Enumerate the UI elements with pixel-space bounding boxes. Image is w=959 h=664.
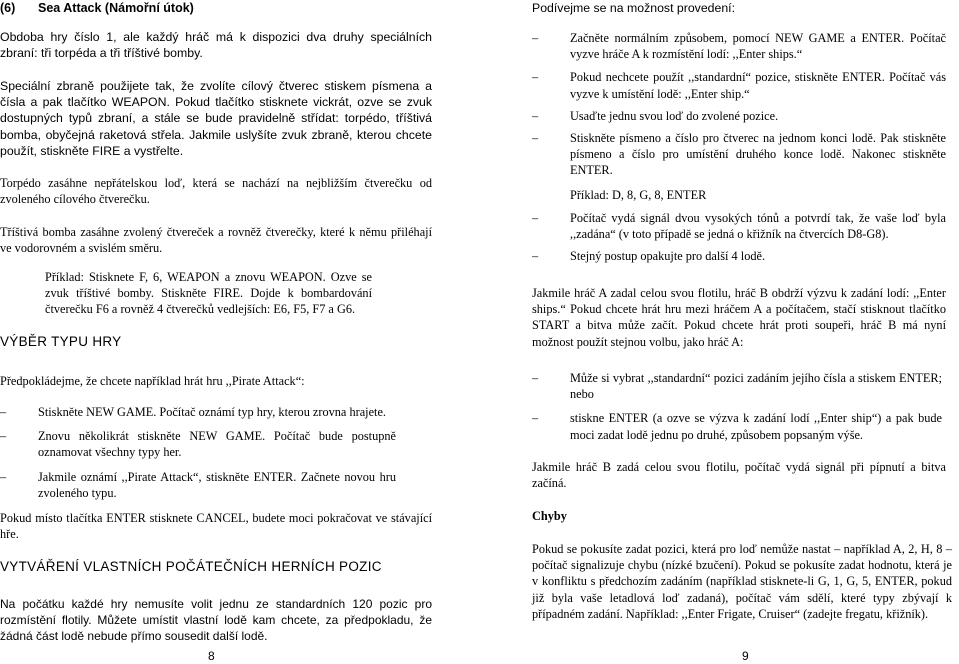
cancel-paragraph: Pokud místo tlačítka ENTER stisknete CANCEL, budete moci pokračovat ve stávající hře. [0,511,432,542]
start-paragraph: Jakmile hráč B zadá celou svou flotilu, počítač vydá signál při pípnutí a bitva začíná. [532,460,946,491]
procedure-list [532,30,946,179]
intro-paragraph: Obdoba hry číslo 1, ale každý hráč má k dispozici dva druhy speciálních zbraní: tři torpéda a tři tříštivé bomby. [0,30,432,61]
custom-intro: Na počátku každé hry nemusíte volit jednu ze standardních 120 pozic pro rozmístění flotily. Můžete umístit vlastní lodě kam chcete, za předpokladu, že žádná část lodě nebude přímo sousedit další lodě. [0,597,432,644]
list-item: – Stejný postup opakujte pro další 4 lodě. [532,248,946,264]
section-heading-game-type: VÝBĚR TYPU HRY [0,334,122,349]
errors-paragraph: Pokud se pokusíte zadat pozici, která pro loď nemůže nastat – například A, 2, H, 8 – počítač signalizuje chybu (nízké bzučení). Pokud se pokusíte zadat hodnotu, která je v konfliktu s předchozím zadáním (například stisknete-li G, 1, G, 5, ENTER, pokud již byla vaše letadlová loď zadaná), počítač vám sdělí, které typy zbývají k případném zadání. Například: ,,Enter Frigate, Cruiser“ (zadejte fregatu, křižník). [532,542,952,621]
weapon-paragraph: Speciální zbraně použijete tak, že zvolíte cílový čtverec stiskem písmena a čísla a pak tlačítko WEAPON. Pokud tlačítko stisknete vickrát, ozve se zvuk dostupných typů zbraní, a stále se bude pravidelně střídat: torpédo, tříštivá bomba, obyčejná raketová střela. Jakmile uslyšíte zvuk zbraně, kterou chcete použít, stiskněte FIRE a vystřelte. [0,79,432,158]
example-paragraph: Příklad: Stisknete F, 6, WEAPON a znovu WEAPON. Ozve se zvuk tříštivé bomby. Stiskněte FIRE. Dojde k bombardování čtverečku F6 a rovněž 4 čtverečků vedlejších: E6, F5, F7 a G6. [45,270,372,317]
list-item: – Pokud nechcete použít ,,standardní“ pozice, stiskněte ENTER. Počítač vás vyzve k umístění lodě: ,,Enter ship.“ [532,69,946,101]
section-heading-custom: VYTVÁŘENÍ VLASTNÍCH POČÁTEČNÍCH HERNÍCH POZIC [0,559,382,574]
example-line: Příklad: D, 8, G, 8, ENTER [570,188,707,202]
list-item: – Znovu několikrát stiskněte NEW GAME. Počítač bude postupně oznamovat všechny typy her. [0,428,396,460]
section-number: (6) [0,1,16,15]
page-number: 9 [742,649,749,663]
list-item: – Může si vybrat ,,standardní“ pozici zadáním jejího čísla a stiskem ENTER; nebo [532,370,942,402]
list-item: – Stiskněte písmeno a číslo pro čtverec na jednom konci lodě. Pak stiskněte písmeno a číslo pro umístění druhého konce lodě. Nakonec stiskněte ENTER. [532,130,946,179]
confirm-list [532,210,946,265]
player-b-options [532,370,942,443]
list-item: – Usaďte jednu svou loď do zvolené pozice. [532,108,946,124]
section-title: Sea Attack (Námořní útok) [38,1,194,15]
list-item: – stiskne ENTER (a ozve se výzva k zadání lodí ,,Enter ship“) a pak bude moci zadat lodě jednu po druhé, způsobem popsaným výše. [532,410,942,442]
player-b-paragraph: Jakmile hráč A zadal celou svou flotilu, hráč B obdrží výzvu k zadání lodí: ,,Enter ships.“ Pokud chcete hrát hru mezi hráčem A a počítačem, stačí stisknout tlačítko START a bitva může začít. Pokud chcete hrát proti soupeři, hráč B má nyní možnost použít stejnou volbu, jako hráč A: [532,286,946,349]
list-item: – Počítač vydá signál dvou vysokých tónů a potvrdí tak, že vaše loď byla ,,zadána“ (v toto případě se jedná o křižník na čtvercích D8-G8). [532,210,946,242]
bomb-paragraph: Tříštivá bomba zasáhne zvolený čtvereček a rovněž čtverečky, které k němu přiléhají ve vodorovném a svislém směru. [0,225,432,256]
errors-heading: Chyby [532,509,567,523]
list-item: – Jakmile oznámí ,,Pirate Attack“, stiskněte ENTER. Začnete novou hru zvoleného typu. [0,469,396,501]
list-item: – Stiskněte NEW GAME. Počítač oznámí typ hry, kterou zrovna hrajete. [0,404,396,420]
page-number: 8 [208,649,215,663]
list-item: – Začněte normálním způsobem, pomocí NEW GAME a ENTER. Počítač vyzve hráče A k rozmístění lodí: ,,Enter ships.“ [532,30,946,62]
choose-intro: Předpokládejme, že chcete například hrát hru ,,Pirate Attack“: [0,374,305,388]
torpedo-paragraph: Torpédo zasáhne nepřátelskou loď, která se nachází na nejbližším čtverečku od zvoleného cílového čtverečku. [0,176,432,207]
right-intro: Podívejme se na možnost provedení: [532,1,736,15]
step-list [0,404,396,501]
